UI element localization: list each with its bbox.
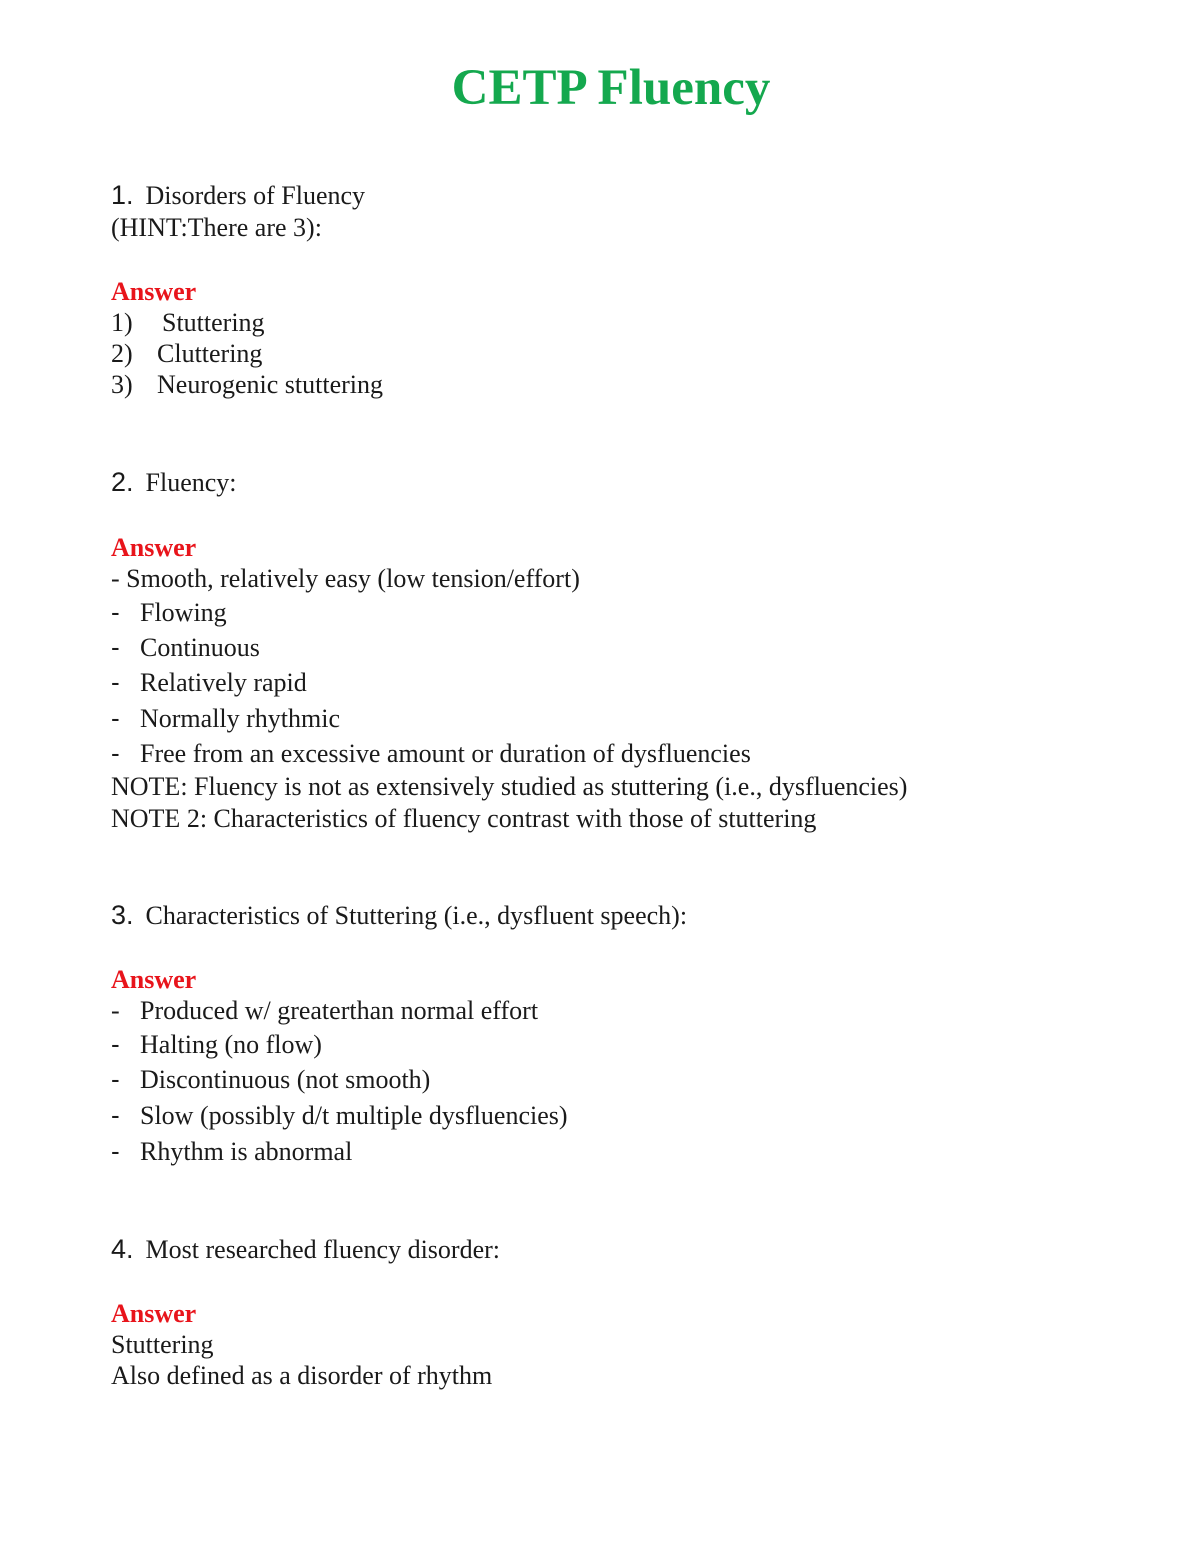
list-item bbox=[111, 597, 227, 628]
list-marker: - bbox=[111, 1100, 120, 1130]
list-marker: - bbox=[111, 703, 120, 733]
list-marker: - bbox=[111, 996, 120, 1025]
list-item-text: Produced w/ greaterthan normal effort bbox=[140, 996, 539, 1025]
page-title: CETP Fluency bbox=[451, 60, 771, 116]
list-marker: - bbox=[111, 597, 120, 627]
list-item-text: Neurogenic stuttering bbox=[157, 370, 383, 399]
list-item-text: Slow (possibly d/t multiple dysfluencies) bbox=[140, 1101, 568, 1130]
list-item bbox=[111, 703, 340, 734]
answer-label: Answer bbox=[111, 533, 197, 562]
list-item-text: Cluttering bbox=[157, 339, 263, 368]
list-item-text: Continuous bbox=[140, 633, 260, 662]
list-item bbox=[111, 369, 383, 400]
list-item bbox=[111, 995, 538, 1026]
list-item-text: Relatively rapid bbox=[140, 668, 307, 697]
list-marker: 1) bbox=[111, 308, 133, 337]
question-4 bbox=[111, 1234, 500, 1265]
question-3 bbox=[111, 900, 687, 931]
list-item-text: Free from an excessive amount or duration of dysfluencies bbox=[140, 739, 751, 768]
list-marker: - bbox=[111, 632, 120, 662]
list-item bbox=[111, 1029, 322, 1060]
answer-text: Also defined as a disorder of rhythm bbox=[111, 1361, 493, 1390]
question-text: Fluency: bbox=[145, 468, 237, 497]
list-item-text: Stuttering bbox=[162, 308, 265, 337]
list-item bbox=[111, 307, 265, 338]
list-item bbox=[111, 667, 307, 698]
list-marker: 3) bbox=[111, 370, 133, 399]
question-text: Characteristics of Stuttering (i.e., dysfluent speech): bbox=[145, 901, 688, 930]
list-item bbox=[111, 1136, 352, 1167]
question-text: Most researched fluency disorder: bbox=[145, 1235, 501, 1264]
list-marker: - bbox=[111, 1064, 120, 1094]
question-number: 3. bbox=[111, 900, 134, 930]
question-number: 2. bbox=[111, 467, 134, 497]
question-number: 4. bbox=[111, 1234, 134, 1264]
list-marker: - bbox=[111, 1136, 120, 1166]
list-item-text: Discontinuous (not smooth) bbox=[140, 1065, 431, 1094]
list-marker: - bbox=[111, 1029, 120, 1059]
question-number: 1. bbox=[111, 180, 134, 210]
list-marker: 2) bbox=[111, 339, 133, 368]
list-marker: - bbox=[111, 667, 120, 697]
note: NOTE: Fluency is not as extensively studied as stuttering (i.e., dysfluencies) bbox=[111, 772, 908, 801]
list-item bbox=[111, 632, 260, 663]
list-item bbox=[111, 738, 751, 769]
list-item-text: Halting (no flow) bbox=[140, 1030, 322, 1059]
answer-label: Answer bbox=[111, 277, 197, 306]
list-item bbox=[111, 338, 262, 369]
list-item bbox=[111, 1100, 568, 1131]
answer-label: Answer bbox=[111, 965, 197, 994]
list-marker: - bbox=[111, 738, 120, 768]
list-item bbox=[111, 1064, 430, 1095]
list-item: - Smooth, relatively easy (low tension/effort) bbox=[111, 564, 580, 593]
question-2 bbox=[111, 467, 237, 498]
answer-text: Stuttering bbox=[111, 1330, 214, 1359]
question-text: Disorders of Fluency bbox=[145, 181, 366, 210]
list-item-text: Normally rhythmic bbox=[140, 704, 341, 733]
list-item-text: Rhythm is abnormal bbox=[140, 1137, 353, 1166]
question-hint: (HINT:There are 3): bbox=[111, 213, 322, 242]
list-item-text: Flowing bbox=[140, 598, 227, 627]
answer-label: Answer bbox=[111, 1299, 197, 1328]
question-1 bbox=[111, 180, 365, 211]
note: NOTE 2: Characteristics of fluency contrast with those of stuttering bbox=[111, 804, 817, 833]
